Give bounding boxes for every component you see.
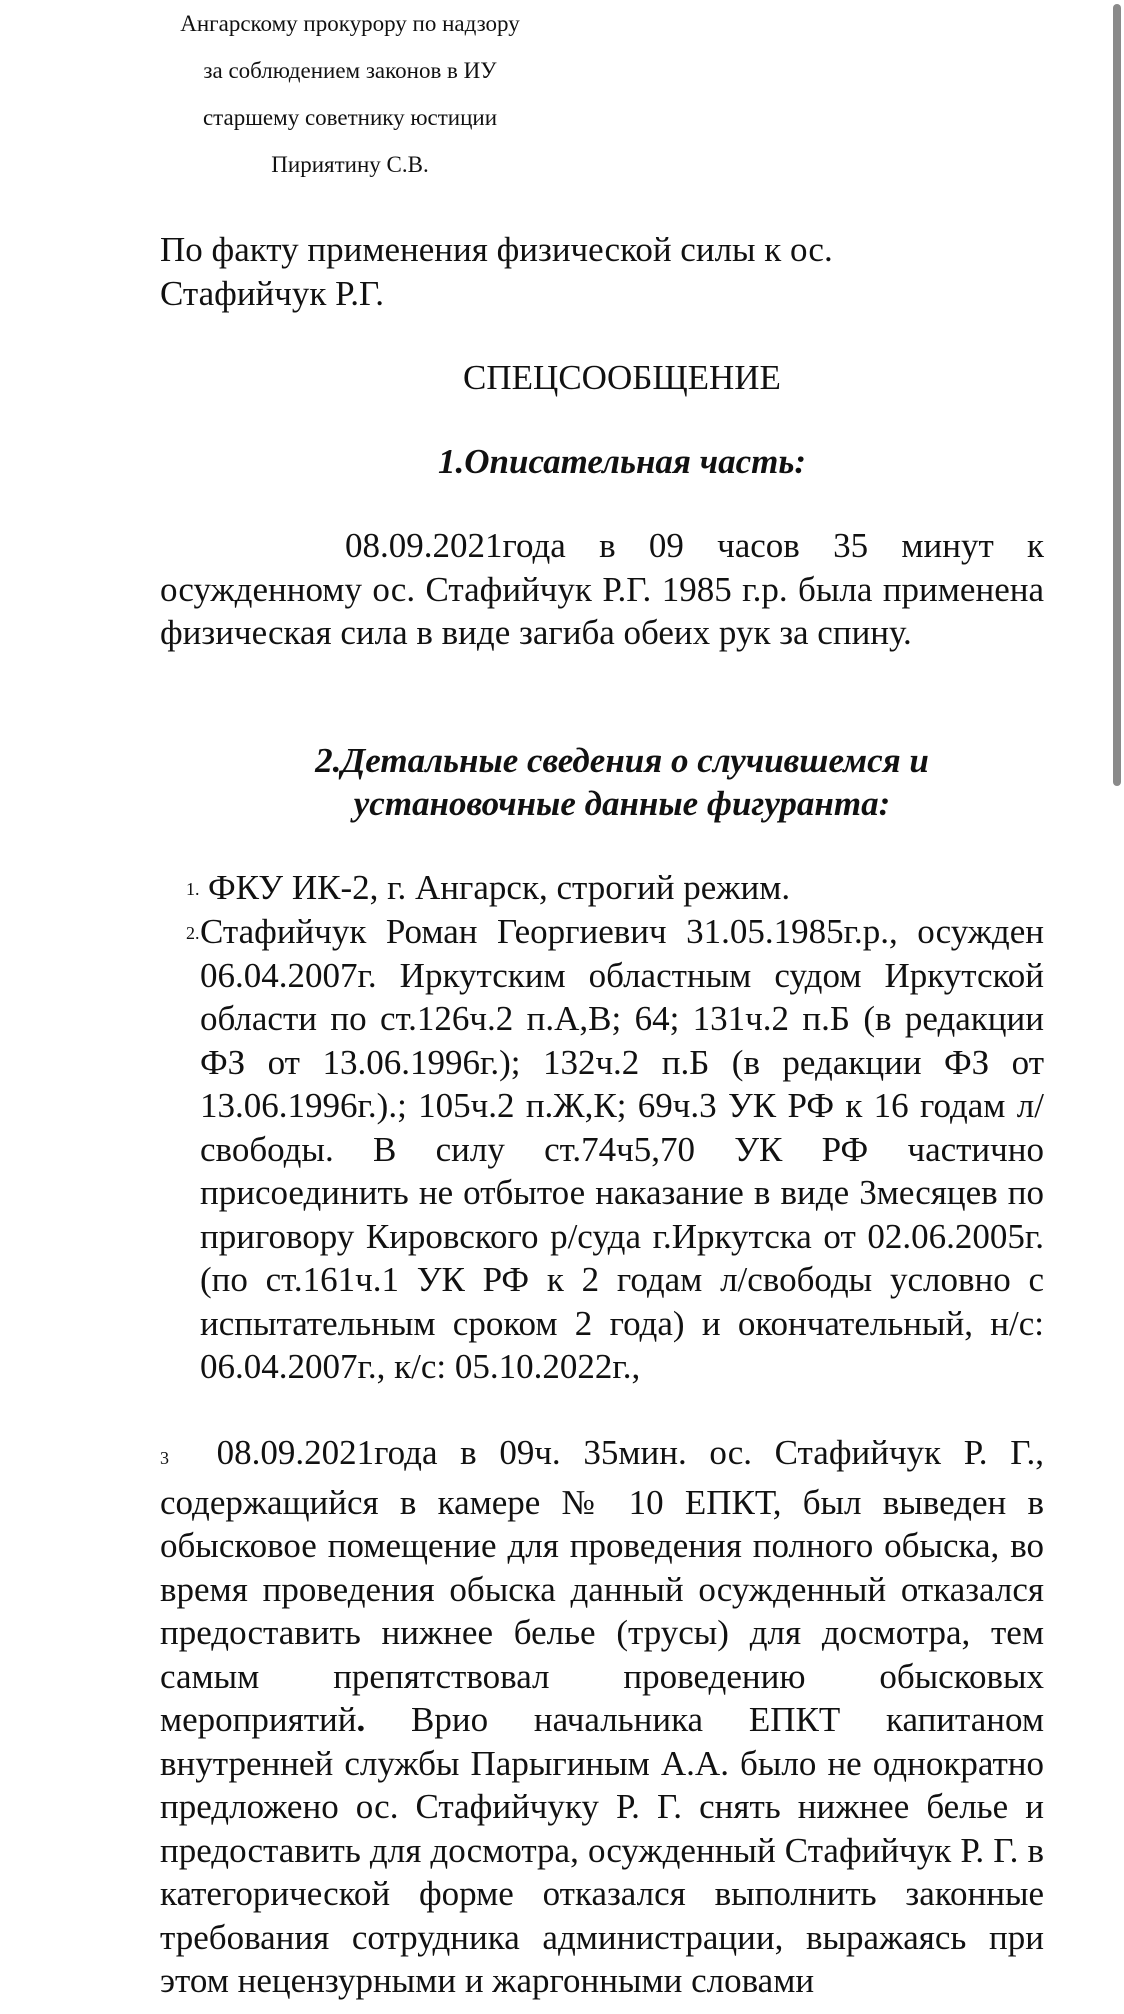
section1-text: 08.09.2021года в 09 часов 35 минут к осужденному ос. Стафийчук Р.Г. 1985 г.р. была применена физическая сила в виде загиба обеих рук за спину. xyxy=(160,526,1044,652)
list-item xyxy=(186,910,1044,1389)
section1-heading: 1.Описательная часть: xyxy=(438,442,806,481)
scrollbar-thumb[interactable] xyxy=(1113,4,1121,786)
list-item-text: Стафийчук Роман Георгиевич 31.05.1985г.р., осужден 06.04.2007г. Иркутским областным судом Иркутской области по ст.126ч.2 п.А,В; 64; 131ч.2 п.Б (в редакции ФЗ от 13.06.1996г.); 132ч.2 п.Б (в редакции ФЗ от 13.06.1996г.).; 105ч.2 п.Ж,К; 69ч.3 УК РФ к 16 годам л/свободы. В силу ст.74ч5,70 УК РФ частично присоединить не отбытое наказание в виде 3месяцев по приговору Кировского р/суда г.Иркутска от 02.06.2005г. (по ст.161ч.1 УК РФ к 2 годам л/свободы условно с испытательным сроком 2 года) и окончательный, н/с: 06.04.2007г., к/с: 05.10.2022г., xyxy=(200,912,1044,1386)
list-item-text: Врио начальника ЕПКТ капитаном внутренней службы Парыгиным А.А. было не однократно предложено ос. Стафийчуку Р. Г. снять нижнее белье и предоставить для досмотра, осужденный Стафийчук Р. Г. в категорической форме отказался выполнить законные требования сотрудника администрации, выражаясь при этом нецензурными и жаргонными словами xyxy=(160,1700,1044,2000)
addressee-line: старшему советнику юстиции xyxy=(202,105,498,130)
list-item-number: 3 xyxy=(160,1448,169,1468)
section2-heading xyxy=(160,739,1084,825)
addressee-line: Пириятину С.В. xyxy=(271,152,429,177)
list-item-number: 1. xyxy=(186,879,200,899)
vertical-scrollbar[interactable] xyxy=(1110,0,1124,2014)
addressee-line: Ангарскому прокурору по надзору xyxy=(180,11,520,36)
section2-heading-line: 2.Детальные сведения о случившемся и xyxy=(315,741,929,780)
subject-line: По факту применения физической силы к ос. Стафийчук Р.Г. xyxy=(160,230,833,313)
list-item-text-bold: . xyxy=(356,1700,366,1739)
addressee-block xyxy=(150,0,550,188)
addressee-line: за соблюдением законов в ИУ xyxy=(203,58,497,83)
document-title: СПЕЦСООБЩЕНИЕ xyxy=(463,358,781,397)
list-item-text: ФКУ ИК-2, г. Ангарск, строгий режим. xyxy=(208,868,791,907)
list-item xyxy=(160,866,1044,910)
section2-heading-line: установочные данные фигуранта: xyxy=(353,784,891,823)
list-item-number: 2. xyxy=(186,923,200,943)
list-item-text: 08.09.2021года в 09ч. 35мин. ос. Стафийчук Р. Г., содержащийся в камере № 10 ЕПКТ, был выведен в обысковое помещение для проведения полного обыска, во время проведения обыска данный осужденный отказался предоставить нижнее белье (трусы) для досмотра, тем самым препятствовал проведению обысковых мероприятий xyxy=(160,1433,1045,1739)
list-item xyxy=(160,1431,1044,2003)
